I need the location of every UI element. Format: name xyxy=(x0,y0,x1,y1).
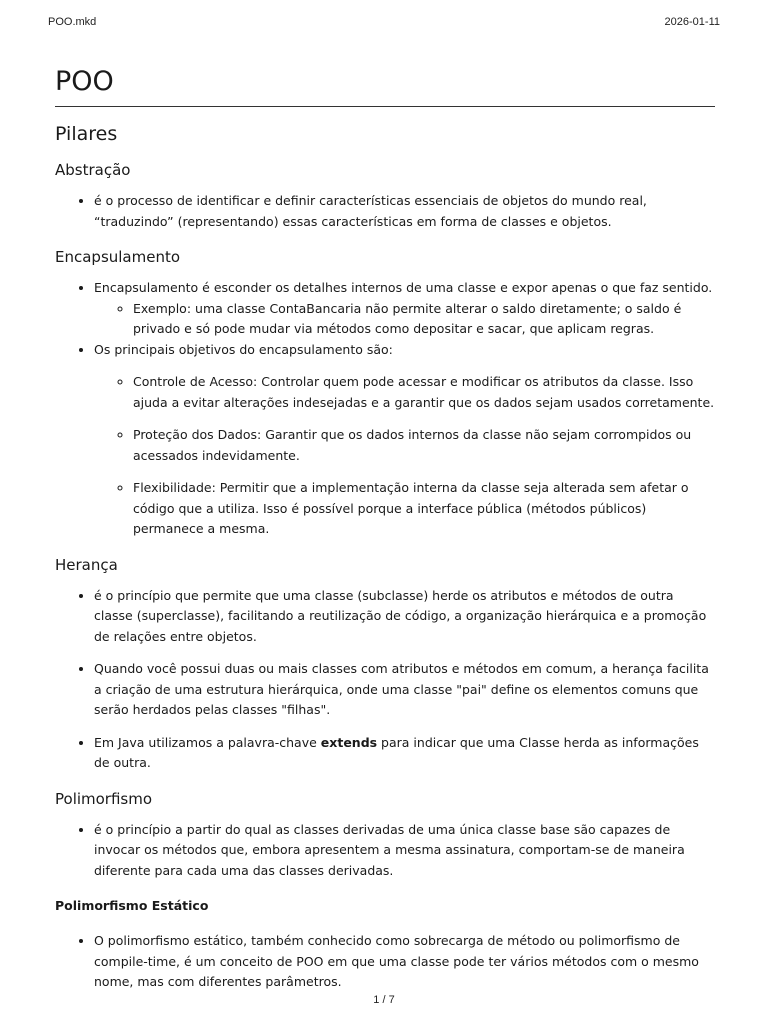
sub-list-item: ◦ Proteção dos Dados: Garantir que os dados internos da classe não sejam corrompidos ou acessados indevidamente. xyxy=(133,425,715,466)
document-body xyxy=(55,64,715,993)
extends-keyword: extends xyxy=(320,734,378,750)
list-item: • é o princípio que permite que uma classe (subclasse) herde os atributos e métodos de outra classe (superclasse), facilitando a reutilização de código, a organização hierárquica e a promoção de relações entre objetos. xyxy=(94,586,715,648)
sub-list xyxy=(94,299,715,340)
list-item: • Quando você possui duas ou mais classes com atributos e métodos em comum, a herança facilita a criação de uma estrutura hierárquica, onde uma classe "pai" define os elementos comuns que serão herdados pelas classes "filhas". xyxy=(94,659,715,721)
heranca-list xyxy=(55,586,715,774)
list-item xyxy=(94,340,715,540)
page-title: POO xyxy=(55,64,715,107)
list-item: • é o princípio a partir do qual as classes derivadas de uma única classe base são capazes de invocar os métodos que, embora apresentem a mesma assinatura, comportam-se de maneira diferente para cada uma das classes derivadas. xyxy=(94,820,715,882)
list-item: • é o processo de identificar e definir características essenciais de objetos do mundo real, “traduzindo” (representando) essas características em forma de classes e objetos. xyxy=(94,191,715,232)
polimorfismo-estatico-list xyxy=(55,931,715,993)
sub-list-item: ◦ Exemplo: uma classe ContaBancaria não permite alterar o saldo diretamente; o saldo é privado e só pode mudar via métodos como depositar e sacar, que aplicam regras. xyxy=(133,299,715,340)
page-number: 1 / 7 xyxy=(373,994,395,1006)
header-date: 2026-01-11 xyxy=(664,16,720,28)
list-item-text: Encapsulamento é esconder os detalhes internos de uma classe e expor apenas o que faz sentido. xyxy=(94,280,713,295)
polimorfismo-heading: Polimorfismo xyxy=(55,789,153,808)
encapsulamento-heading: Encapsulamento xyxy=(55,248,181,266)
list-item xyxy=(94,278,715,340)
polimorfismo-estatico-heading: Polimorfismo Estático xyxy=(55,898,209,913)
abstracao-heading: Abstração xyxy=(55,161,131,179)
list-item: • O polimorfismo estático, também conhecido como sobrecarga de método ou polimorfismo de compile-time, é um conceito de POO em que uma classe pode ter vários métodos com o mesmo nome, mas com diferentes parâmetros. xyxy=(94,931,715,993)
sub-list-item: ◦ Flexibilidade: Permitir que a implementação interna da classe seja alterada sem afetar o código que a utiliza. Isso é possível porque a interface pública (métodos públicos) permanece a mesma. xyxy=(133,478,715,540)
list-item-text: Os principais objetivos do encapsulamento são: xyxy=(94,341,393,357)
java-text-before: Em Java utilizamos a palavra-chave xyxy=(94,734,321,750)
encapsulamento-list xyxy=(55,278,715,540)
sub-list-item: ◦ Controle de Acesso: Controlar quem pode acessar e modificar os atributos da classe. Isso ajuda a evitar alterações indesejadas e a garantir que os dados sejam usados corretamente. xyxy=(133,372,715,413)
section-pilares-heading: Pilares xyxy=(55,123,118,145)
heranca-heading: Herança xyxy=(55,555,118,574)
sub-list xyxy=(94,372,715,540)
polimorfismo-list xyxy=(55,820,715,882)
print-header xyxy=(48,16,720,28)
java-text-after: para indicar que uma Classe herda as informações de outra. xyxy=(94,734,699,770)
list-item xyxy=(94,733,715,774)
abstracao-list xyxy=(55,191,715,232)
header-filename: POO.mkd xyxy=(48,16,97,28)
